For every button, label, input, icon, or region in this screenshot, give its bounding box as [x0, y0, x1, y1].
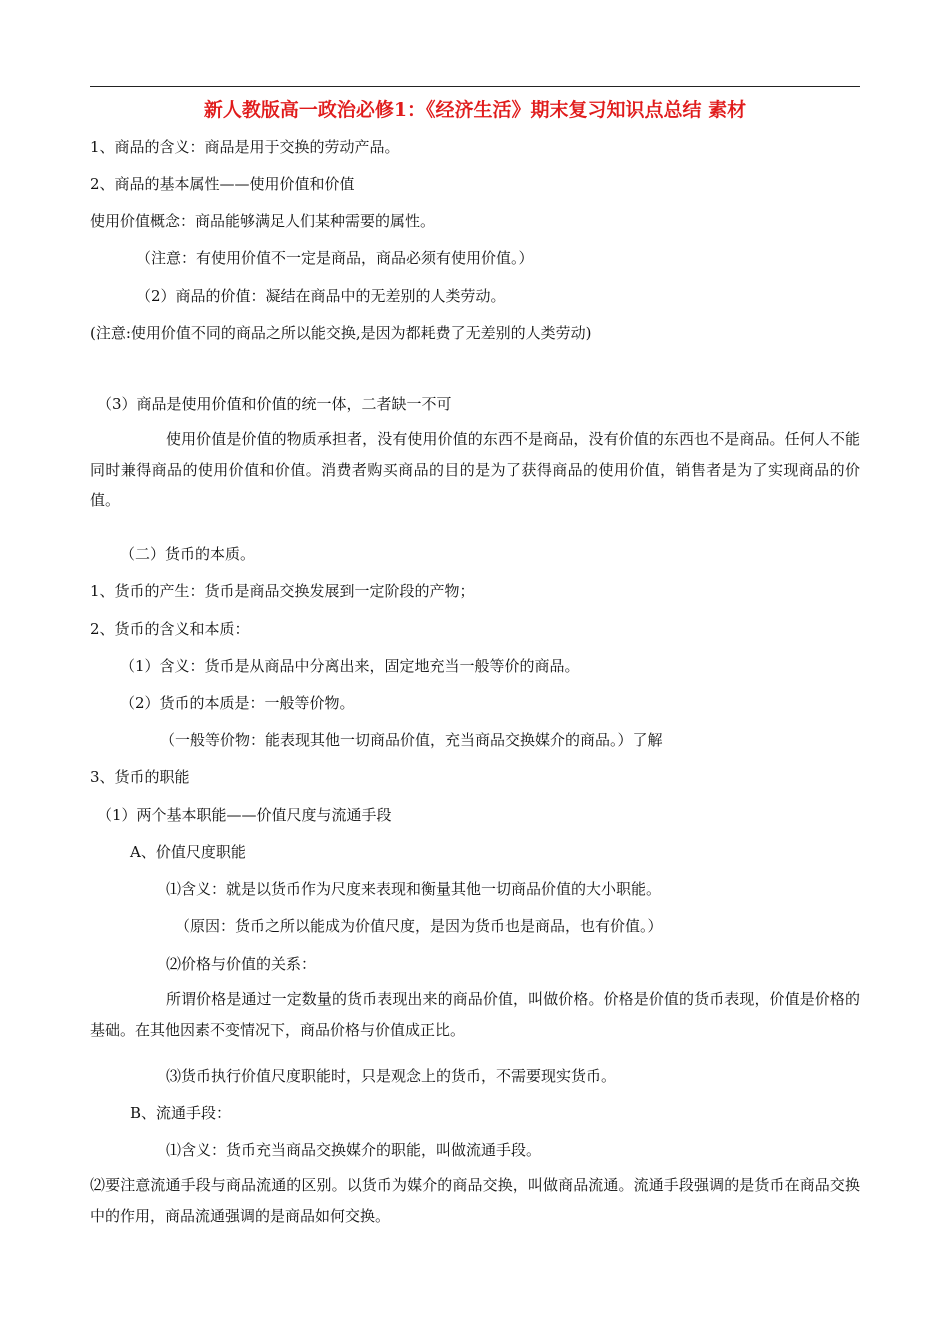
text-line: (注意:使用价值不同的商品之所以能交换,是因为都耗费了无差别的人类劳动): [90, 324, 592, 342]
text-line: ⑶货币执行价值尺度职能时，只是观念上的货币，不需要现实货币。: [166, 1067, 617, 1085]
text-line: ⑵价格与价值的关系：: [166, 955, 317, 973]
text-line: （原因：货币之所以能成为价值尺度，是因为货币也是商品，也有价值。）: [175, 917, 663, 935]
text-line: （二）货币的本质。: [120, 545, 256, 563]
text-line: B、流通手段：: [130, 1104, 232, 1122]
document-title: 新人教版高一政治必修1：《经济生活》期末复习知识点总结 素材: [203, 99, 747, 121]
text-line: （注意：有使用价值不一定是商品，商品必须有使用价值。）: [136, 249, 534, 267]
paragraph: ⑵要注意流通手段与商品流通的区别。以货币为媒介的商品交换，叫做商品流通。流通手段强调的是货币在商品交换中的作用，商品流通强调的是商品如何交换。: [90, 1176, 860, 1225]
text-line: ⑴含义：货币充当商品交换媒介的职能，叫做流通手段。: [166, 1141, 542, 1159]
text-line: A、价值尺度职能: [130, 843, 246, 861]
text-line: （2）货币的本质是：一般等价物。: [120, 694, 355, 712]
text-line: 3、货币的职能: [90, 768, 190, 786]
text-line: （3）商品是使用价值和价值的统一体，二者缺一不可: [97, 395, 452, 413]
text-line: ⑴含义：就是以货币作为尺度来表现和衡量其他一切商品价值的大小职能。: [166, 880, 662, 898]
text-line: 使用价值概念：商品能够满足人们某种需要的属性。: [90, 212, 436, 230]
paragraph: 使用价值是价值的物质承担者，没有使用价值的东西不是商品，没有价值的东西也不是商品。任何人不能同时兼得商品的使用价值和价值。消费者购买商品的目的是为了获得商品的使用价值，销售者是为了实现商品的价值。: [90, 430, 860, 509]
paragraph: 所谓价格是通过一定数量的货币表现出来的商品价值，叫做价格。价格是价值的货币表现，价值是价格的基础。在其他因素不变情况下，商品价格与价值成正比。: [90, 990, 860, 1039]
text-line: 1、商品的含义：商品是用于交换的劳动产品。: [90, 138, 400, 156]
text-line: （1）两个基本职能——价值尺度与流通手段: [97, 806, 392, 824]
header-rule: [90, 86, 860, 87]
text-line: （1）含义：货币是从商品中分离出来，固定地充当一般等价的商品。: [120, 657, 580, 675]
text-line: （2）商品的价值：凝结在商品中的无差别的人类劳动。: [136, 287, 506, 305]
text-line: （一般等价物：能表现其他一切商品价值，充当商品交换媒介的商品。）了解: [160, 731, 663, 749]
text-line: 1、货币的产生：货币是商品交换发展到一定阶段的产物；: [90, 582, 475, 600]
text-line: 2、商品的基本属性——使用价值和价值: [90, 175, 355, 193]
text-line: 2、货币的含义和本质：: [90, 620, 250, 638]
